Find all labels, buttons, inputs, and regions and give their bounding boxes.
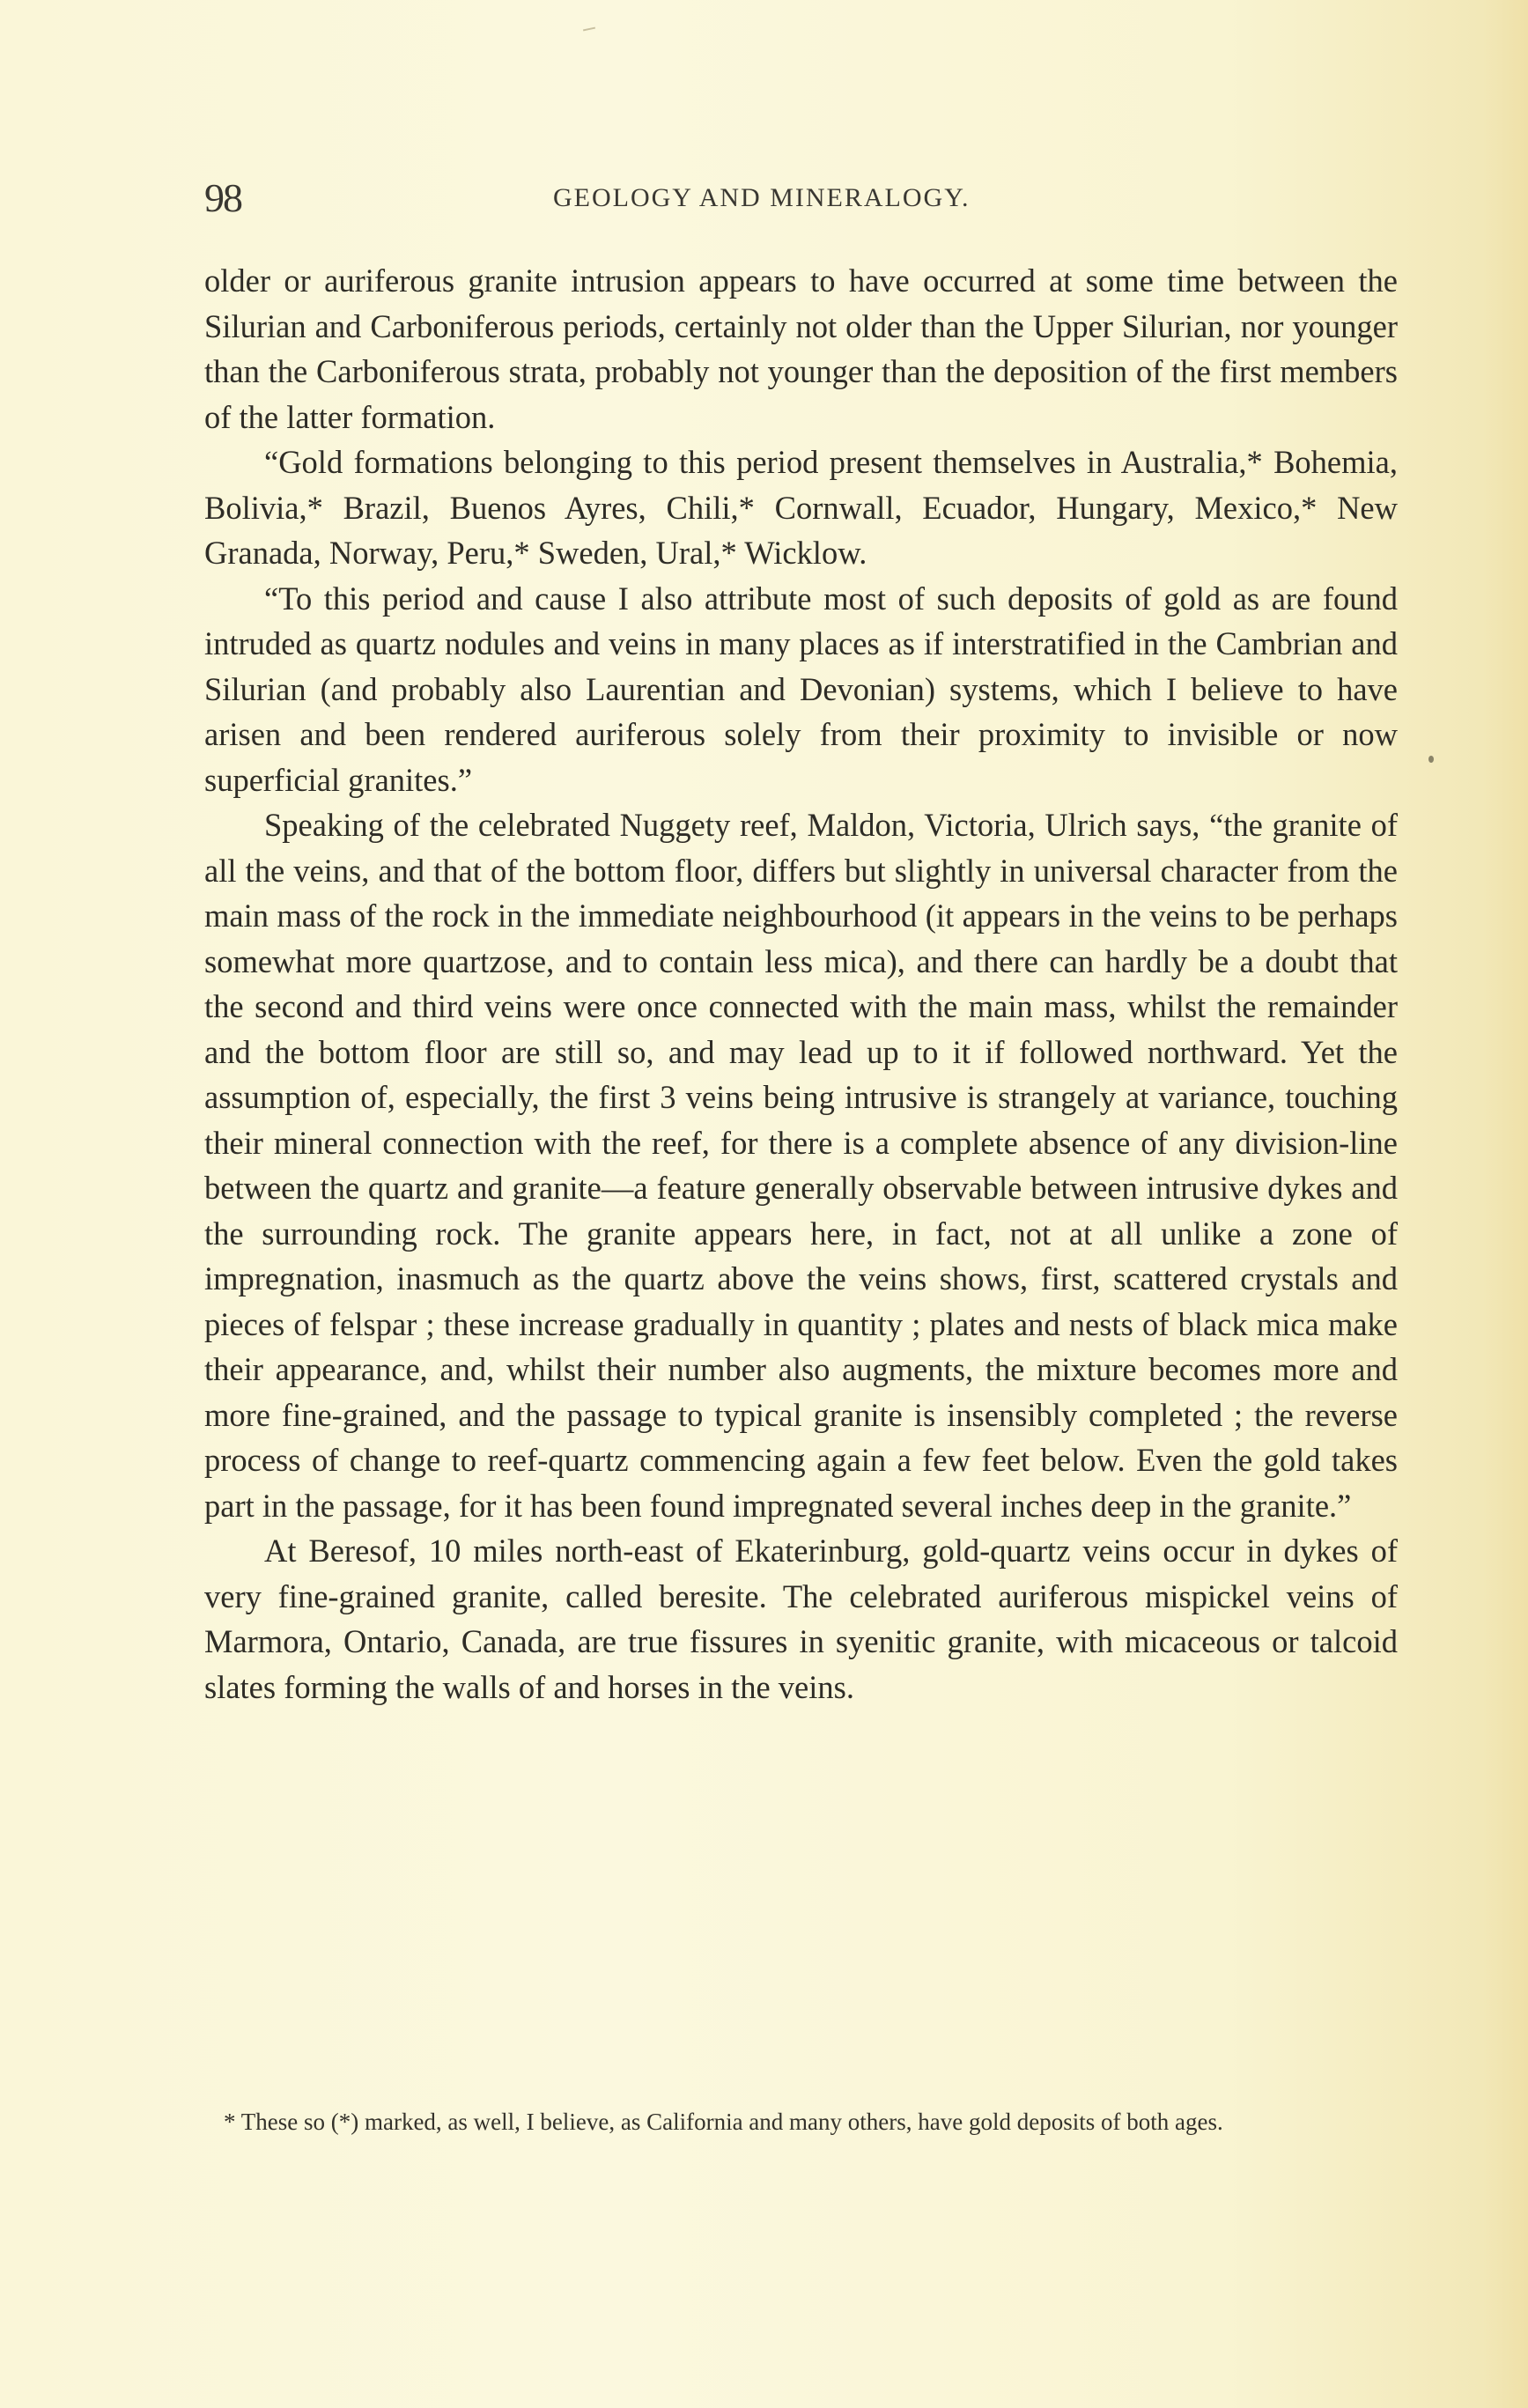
margin-ink-spot — [1428, 756, 1434, 763]
paragraph-period-cause-quote: “To this period and cause I also attribute most of such deposits of gold as are found intruded as quartz nodules and veins in many places as if interstratified in the Cambrian and Silurian (and probably also Laurentian and Devonian) systems, which I believe to have arisen and been rendered auriferous solely from their proximity to invisible or now superficial granites.” — [204, 580, 1398, 798]
running-title: GEOLOGY AND MINERALOGY. — [553, 183, 971, 212]
paper-blemish — [583, 27, 595, 32]
running-head — [204, 174, 1398, 227]
paragraph-continuation: older or auriferous granite intrusion appears to have occurred at some time between the Silurian and Carboniferous periods, certainly not older than the Upper Silurian, nor younger than the Carboniferous strata, probably not younger than the deposition of the first members of the latter formation. — [204, 262, 1398, 435]
paragraph-nuggety-reef: Speaking of the celebrated Nuggety reef, Maldon, Victoria, Ulrich says, “the granite of all the veins, and that of the bottom floor, differs but slightly in universal character from the main mass of the rock in the immediate neighbourhood (it appears in the veins to be perhaps somewhat more quartzose, and to contain less mica), and there can hardly be a doubt that the second and third veins were once connected with the main mass, whilst the remainder and the bottom floor are still so, and may lead up to it if followed northward. Yet the assumption of, especially, the first 3 veins being intrusive is strangely at variance, touching their mineral connection with the reef, for there is a complete absence of any division-line between the quartz and granite—a feature generally observable between intrusive dykes and the surrounding rock. The granite appears here, in fact, not at all unlike a zone of impregnation, inasmuch as the quartz above the veins shows, first, scattered crystals and pieces of felspar ; these increase gradually in quantity ; plates and nests of black mica make their appearance, and, whilst their number also augments, the mixture becomes more and more fine-grained, and the passage to typical granite is insensibly completed ; the reverse process of change to reef-quartz commencing again a few feet below. Even the gold takes part in the passage, for it has been found impregnated several inches deep in the granite.” — [204, 807, 1398, 1524]
paragraph-gold-formations-quote: “Gold formations belonging to this period present themselves in Australia,* Bohemia, Bolivia,* Brazil, Buenos Ayres, Chili,* Cornwall, Ecuador, Hungary, Mexico,* New Granada, Norway, Peru,* Sweden, Ural,* Wicklow. — [204, 444, 1398, 571]
page-number: 98 — [204, 175, 241, 220]
book-page — [204, 174, 1398, 2135]
footnote: * These so (*) marked, as well, I believe, as California and many others, have gold deposits of both ages. — [224, 2109, 1223, 2135]
paragraph-beresof: At Beresof, 10 miles north-east of Ekaterinburg, gold-quartz veins occur in dykes of very fine-grained granite, called beresite. The celebrated auriferous mispickel veins of Marmora, Ontario, Canada, are true fissures in syenitic granite, with micaceous or talcoid slates forming the walls of and horses in the veins. — [204, 1533, 1398, 1705]
body-text — [204, 258, 1398, 1710]
